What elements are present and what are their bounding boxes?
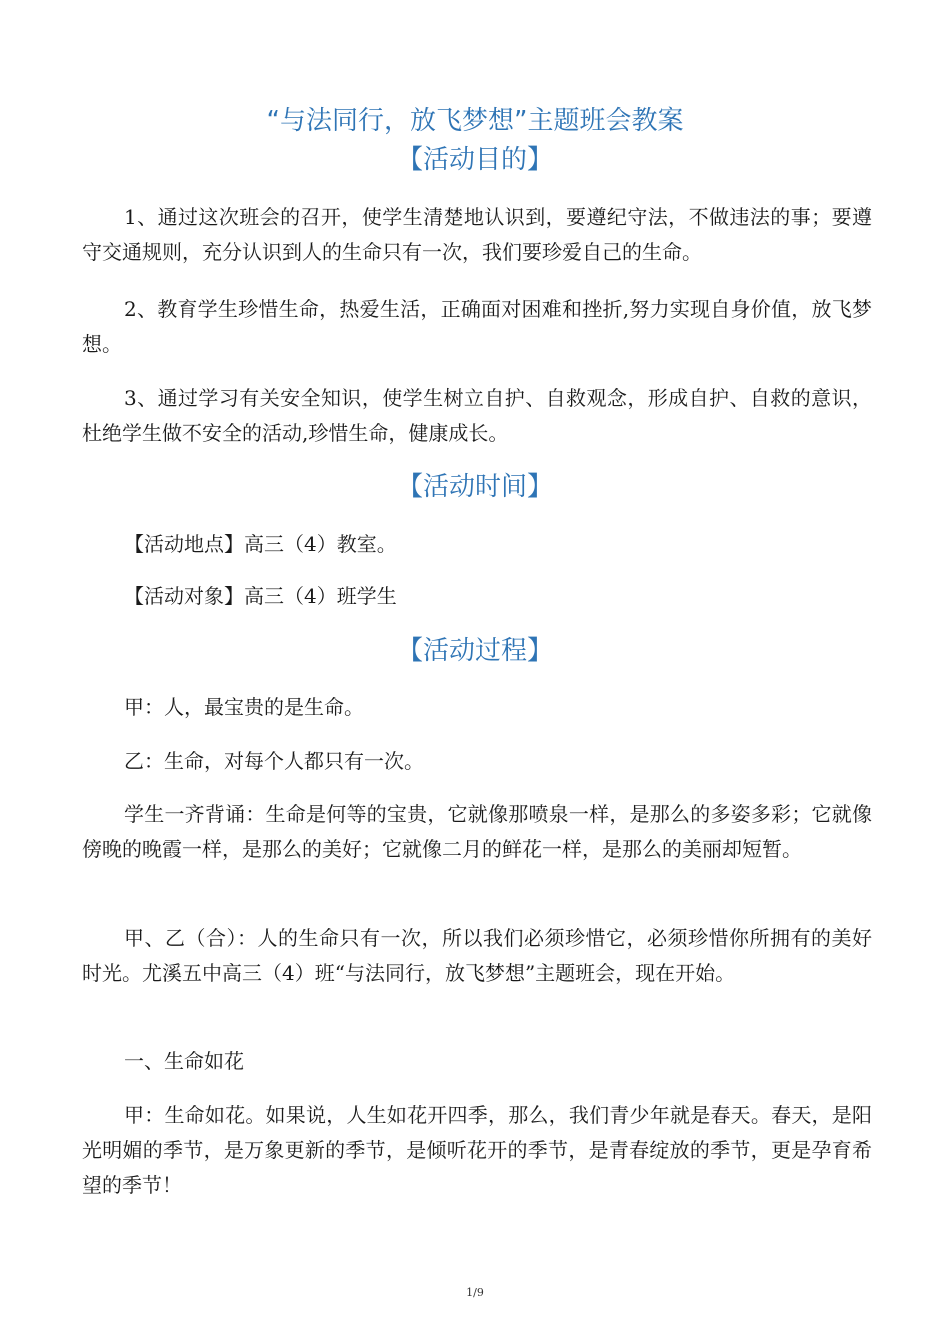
purpose-item-2: 2、教育学生珍惜生命，热爱生活，正确面对困难和挫折,努力实现自身价值，放飞梦想。 <box>82 297 872 356</box>
purpose-item-3: 3、通过学习有关安全知识，使学生树立自护、自救观念，形成自护、自救的意识，杜绝学生做不安全的活动,珍惜生命，健康成长。 <box>82 386 872 445</box>
process-line-2: 乙：生命，对每个人都只有一次。 <box>124 749 424 773</box>
section-heading-time: 【活动时间】 <box>396 472 553 502</box>
section-heading-purpose: 【活动目的】 <box>396 145 553 175</box>
process-line-1: 甲：人，最宝贵的是生命。 <box>124 695 364 719</box>
section-heading-process: 【活动过程】 <box>396 636 553 666</box>
page-number: 1/9 <box>466 1286 484 1299</box>
process-subheading: 一、生命如花 <box>124 1049 244 1073</box>
process-line-spring: 甲：生命如花。如果说，人生如花开四季，那么，我们青少年就是春天。春天，是阳光明媚的季节，是万象更新的季节，是倾听花开的季节，是青春绽放的季节，更是孕育希望的季节！ <box>82 1103 872 1197</box>
purpose-item-1: 1、通过这次班会的召开，使学生清楚地认识到，要遵纪守法，不做违法的事；要遵守交通规则，充分认识到人的生命只有一次，我们要珍爱自己的生命。 <box>82 205 872 264</box>
document-title: “与法同行，放飞梦想”主题班会教案 <box>266 106 684 136</box>
process-recitation: 学生一齐背诵：生命是何等的宝贵，它就像那喷泉一样，是那么的多姿多彩；它就像傍晚的晚霞一样，是那么的美好；它就像二月的鲜花一样，是那么的美丽却短暂。 <box>82 802 872 861</box>
process-opening: 甲、乙（合）：人的生命只有一次，所以我们必须珍惜它，必须珍惜你所拥有的美好时光。尤溪五中高三（4）班“与法同行，放飞梦想”主题班会，现在开始。 <box>82 926 872 985</box>
activity-location: 【活动地点】高三（4）教室。 <box>124 532 397 556</box>
activity-audience: 【活动对象】高三（4）班学生 <box>124 584 397 608</box>
